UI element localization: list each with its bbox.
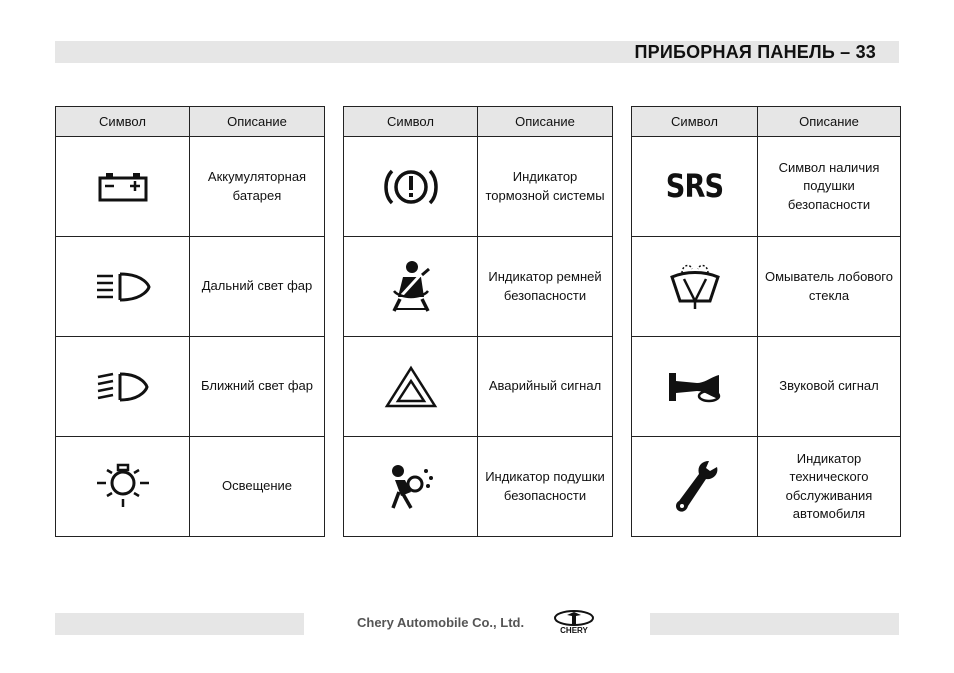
table-row — [344, 437, 613, 537]
table-row — [56, 437, 325, 537]
hazard-triangle-icon — [384, 365, 438, 409]
symbol-cell — [344, 437, 478, 537]
symbol-cell — [632, 437, 758, 537]
battery-icon — [98, 172, 148, 202]
symbol-cell — [632, 337, 758, 437]
table-row — [56, 137, 325, 237]
description-cell: Ближний свет фар — [190, 337, 325, 437]
logo-text: CHERY — [560, 626, 588, 635]
table-header-row — [344, 107, 613, 137]
footer-bar-right — [650, 613, 899, 635]
table-row — [632, 437, 901, 537]
description-cell: Аккумуляторная батарея — [190, 137, 325, 237]
high-beam-icon — [95, 271, 151, 303]
airbag-icon — [385, 462, 437, 512]
company-name: Chery Automobile Co., Ltd. — [357, 615, 525, 630]
description-cell: Дальний свет фар — [190, 237, 325, 337]
chery-logo-icon — [549, 609, 599, 635]
table-row — [56, 237, 325, 337]
column-header-symbol: Символ — [632, 107, 758, 137]
table-row — [632, 137, 901, 237]
symbol-table-2 — [343, 106, 613, 537]
description-cell: Аварийный сигнал — [478, 337, 613, 437]
description-cell: Индикатор ремней безопасности — [478, 237, 613, 337]
symbol-cell — [56, 137, 190, 237]
table-header-row — [56, 107, 325, 137]
table-row — [632, 237, 901, 337]
srs-icon: SRS — [665, 167, 724, 206]
table-header-row — [632, 107, 901, 137]
symbol-table-3 — [631, 106, 901, 537]
symbol-cell — [632, 237, 758, 337]
column-header-description: Описание — [478, 107, 613, 137]
description-cell: Индикатор подушки безопасности — [478, 437, 613, 537]
description-cell: Индикатор тормозной системы — [478, 137, 613, 237]
symbol-cell — [344, 137, 478, 237]
footer-bar-left — [55, 613, 304, 635]
wrench-icon — [671, 459, 719, 515]
page-title: ПРИБОРНАЯ ПАНЕЛЬ – 33 — [634, 42, 876, 62]
table-row — [344, 337, 613, 437]
description-cell: Звуковой сигнал — [758, 337, 901, 437]
column-header-description: Описание — [190, 107, 325, 137]
washer-icon — [668, 261, 722, 313]
table-row — [344, 237, 613, 337]
table-row — [344, 137, 613, 237]
symbol-cell — [56, 437, 190, 537]
description-cell: Освещение — [190, 437, 325, 537]
seatbelt-icon — [386, 259, 436, 315]
brake-warning-icon — [383, 165, 439, 209]
symbol-cell — [344, 337, 478, 437]
description-cell: Символ наличия подушки безопасности — [758, 137, 901, 237]
column-header-symbol: Символ — [56, 107, 190, 137]
low-beam-icon — [95, 370, 151, 404]
symbol-cell — [632, 137, 758, 237]
symbol-cell — [56, 337, 190, 437]
table-row — [56, 337, 325, 437]
symbol-cell — [56, 237, 190, 337]
lighting-icon — [95, 462, 151, 512]
column-header-description: Описание — [758, 107, 901, 137]
horn-icon — [667, 369, 723, 405]
description-cell: Индикатор технического обслуживания автомобиля — [758, 437, 901, 537]
column-header-symbol: Символ — [344, 107, 478, 137]
symbol-cell — [344, 237, 478, 337]
symbol-table-1 — [55, 106, 325, 537]
table-row — [632, 337, 901, 437]
header-bar — [55, 41, 899, 63]
description-cell: Омыватель лобового стекла — [758, 237, 901, 337]
